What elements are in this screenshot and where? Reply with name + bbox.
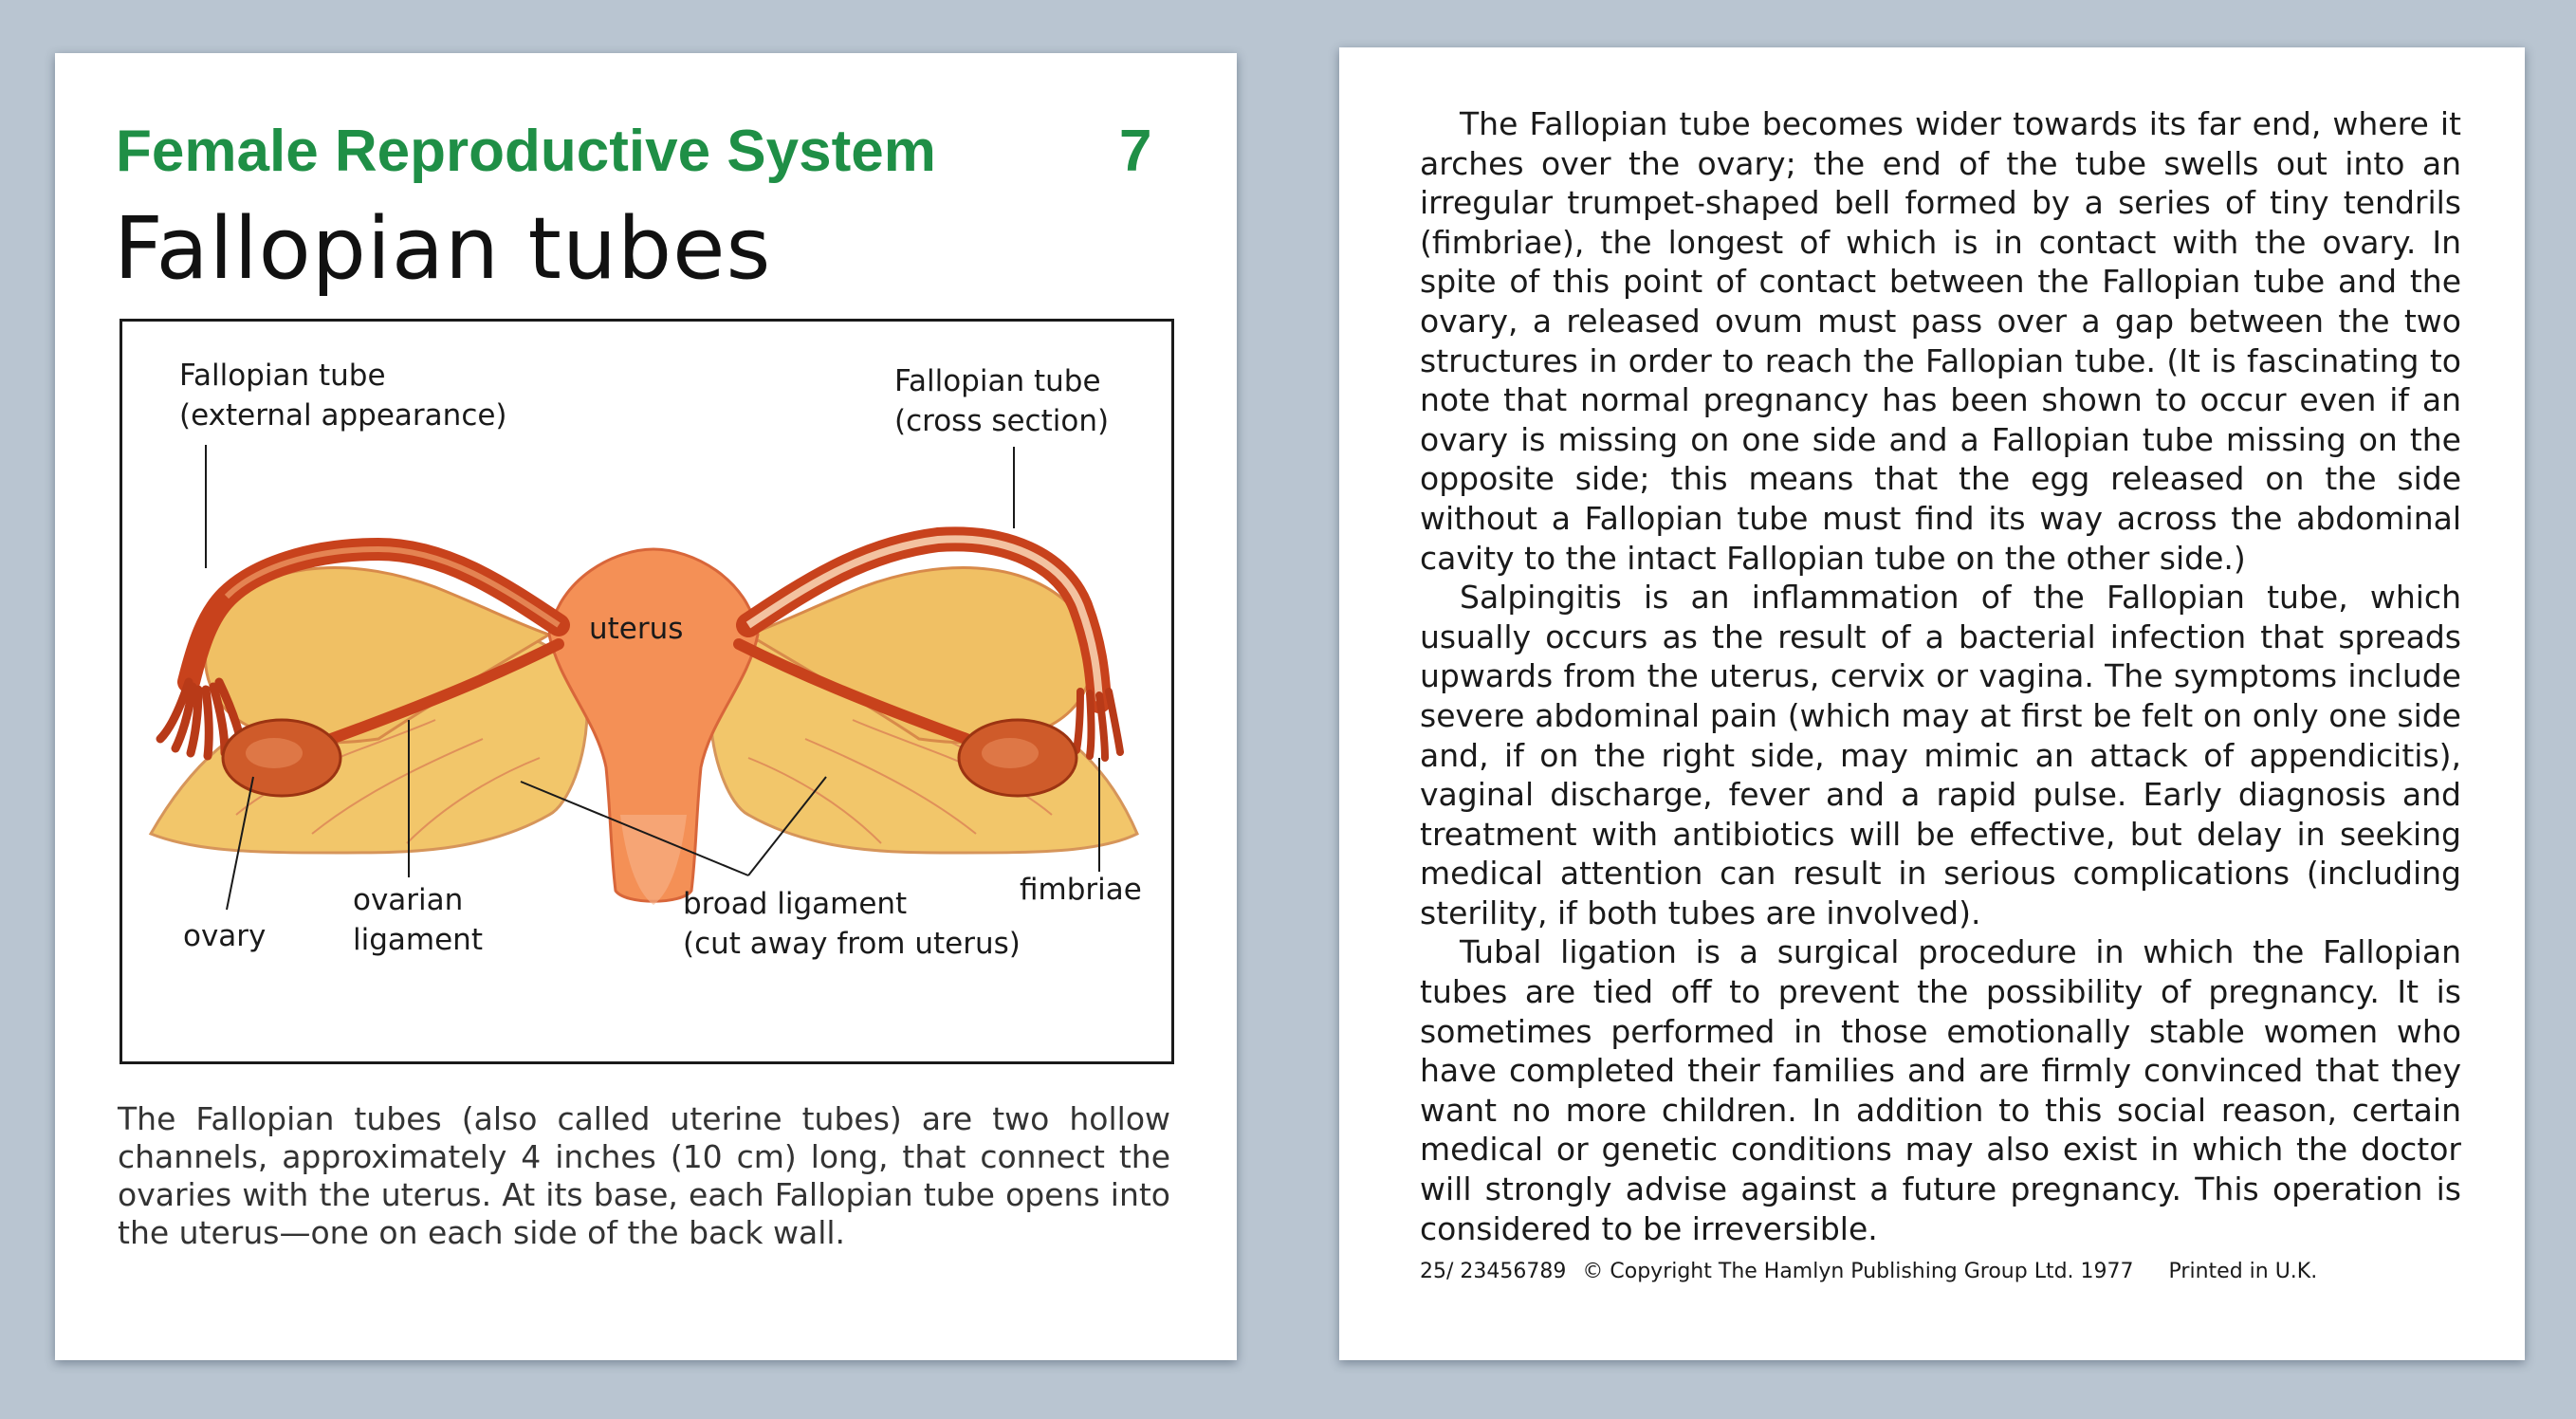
label-uterus: uterus <box>589 612 684 646</box>
label-tube-external <box>179 356 507 435</box>
anatomy-diagram <box>120 319 1174 1064</box>
footer-printed: Printed in U.K. <box>2168 1260 2318 1283</box>
back-card <box>1339 47 2525 1360</box>
intro-text: The Fallopian tubes (also called uterine tubes) are two hollow channels, approximately 4 inches (10 cm) long, that connect the ovaries with the uterus. At its base, each Fallopian tube opens into the uterus—one on each side of the back wall. <box>118 1100 1170 1251</box>
ovary-right-highlight <box>982 738 1039 768</box>
label-tube-cross-line1: Fallopian tube <box>894 364 1101 398</box>
label-tube-external-line2: (external appearance) <box>179 398 507 433</box>
label-tube-external-line1: Fallopian tube <box>179 359 386 393</box>
label-ovary: ovary <box>183 919 267 953</box>
paragraph-fallopian-tube: The Fallopian tube becomes wider towards its far end, where it arches over the ovary; the end of the tube swells out into an irregular trumpet-shaped bell formed by a series of tiny tendrils (fimbriae), the longest of which is in contact with the ovary. In spite of this point of contact between the Fallopian tube and the ovary, a released ovum must pass over a gap between the two structures in order to reach the Fallopian tube. (It is fascinating to note that normal pregnancy has been shown to occur even if an ovary is missing on one side and a Fallopian tube missing on the opposite side; this means that the egg released on the side without a Fallopian tube must find its way across the abdominal cavity to the intact Fallopian tube on the other side.) <box>1420 105 2461 577</box>
front-card <box>55 53 1237 1360</box>
label-ovarian-ligament-line1: ovarian <box>353 883 464 917</box>
card-number: 7 <box>1119 119 1152 184</box>
label-tube-cross <box>894 361 1109 441</box>
series-title: Female Reproductive System <box>116 119 936 184</box>
footer-copyright: © Copyright The Hamlyn Publishing Group Ltd. 1977 <box>1582 1260 2134 1283</box>
fimbriae-right <box>1076 691 1120 758</box>
label-broad-ligament-line1: broad ligament <box>683 887 908 921</box>
footer-code: 25/ 23456789 <box>1420 1260 1567 1283</box>
label-fimbriae: fimbriae <box>1020 873 1142 907</box>
label-broad-ligament-line2: (cut away from uterus) <box>683 927 1021 961</box>
paragraph-salpingitis: Salpingitis is an inflammation of the Fallopian tube, which usually occurs as the result of a bacterial infection that spreads upwards from the uterus, cervix or vagina. The symptoms include severe abdominal pain (which may at first be felt on only one side and, if on the right side, may mimic an attack of appendicitis), vaginal discharge, fever and a rapid pulse. Early diagnosis and treatment with antibiotics will be effective, but delay in seeking medical attention can result in serious complications (including sterility, if both tubes are involved). <box>1420 579 2461 931</box>
label-ovarian-ligament <box>353 880 483 960</box>
label-tube-cross-line2: (cross section) <box>894 404 1110 438</box>
copyright-footer <box>1420 1260 2327 1283</box>
back-body-text <box>1420 104 2461 1248</box>
card-title: Fallopian tubes <box>114 199 772 299</box>
label-ovarian-ligament-line2: ligament <box>353 923 483 957</box>
ovary-left-highlight <box>246 738 303 768</box>
paragraph-tubal-ligation: Tubal ligation is a surgical procedure in which the Fallopian tubes are tied off to prevent the possibility of pregnancy. It is sometimes performed in those emotionally stable women who have completed their families and are firmly convinced that they want no more children. In addition to this social reason, certain medical or genetic conditions may also exist in which the doctor will strongly advise against a future pregnancy. This operation is considered to be irreversible. <box>1420 933 2461 1247</box>
label-broad-ligament <box>683 884 1021 964</box>
